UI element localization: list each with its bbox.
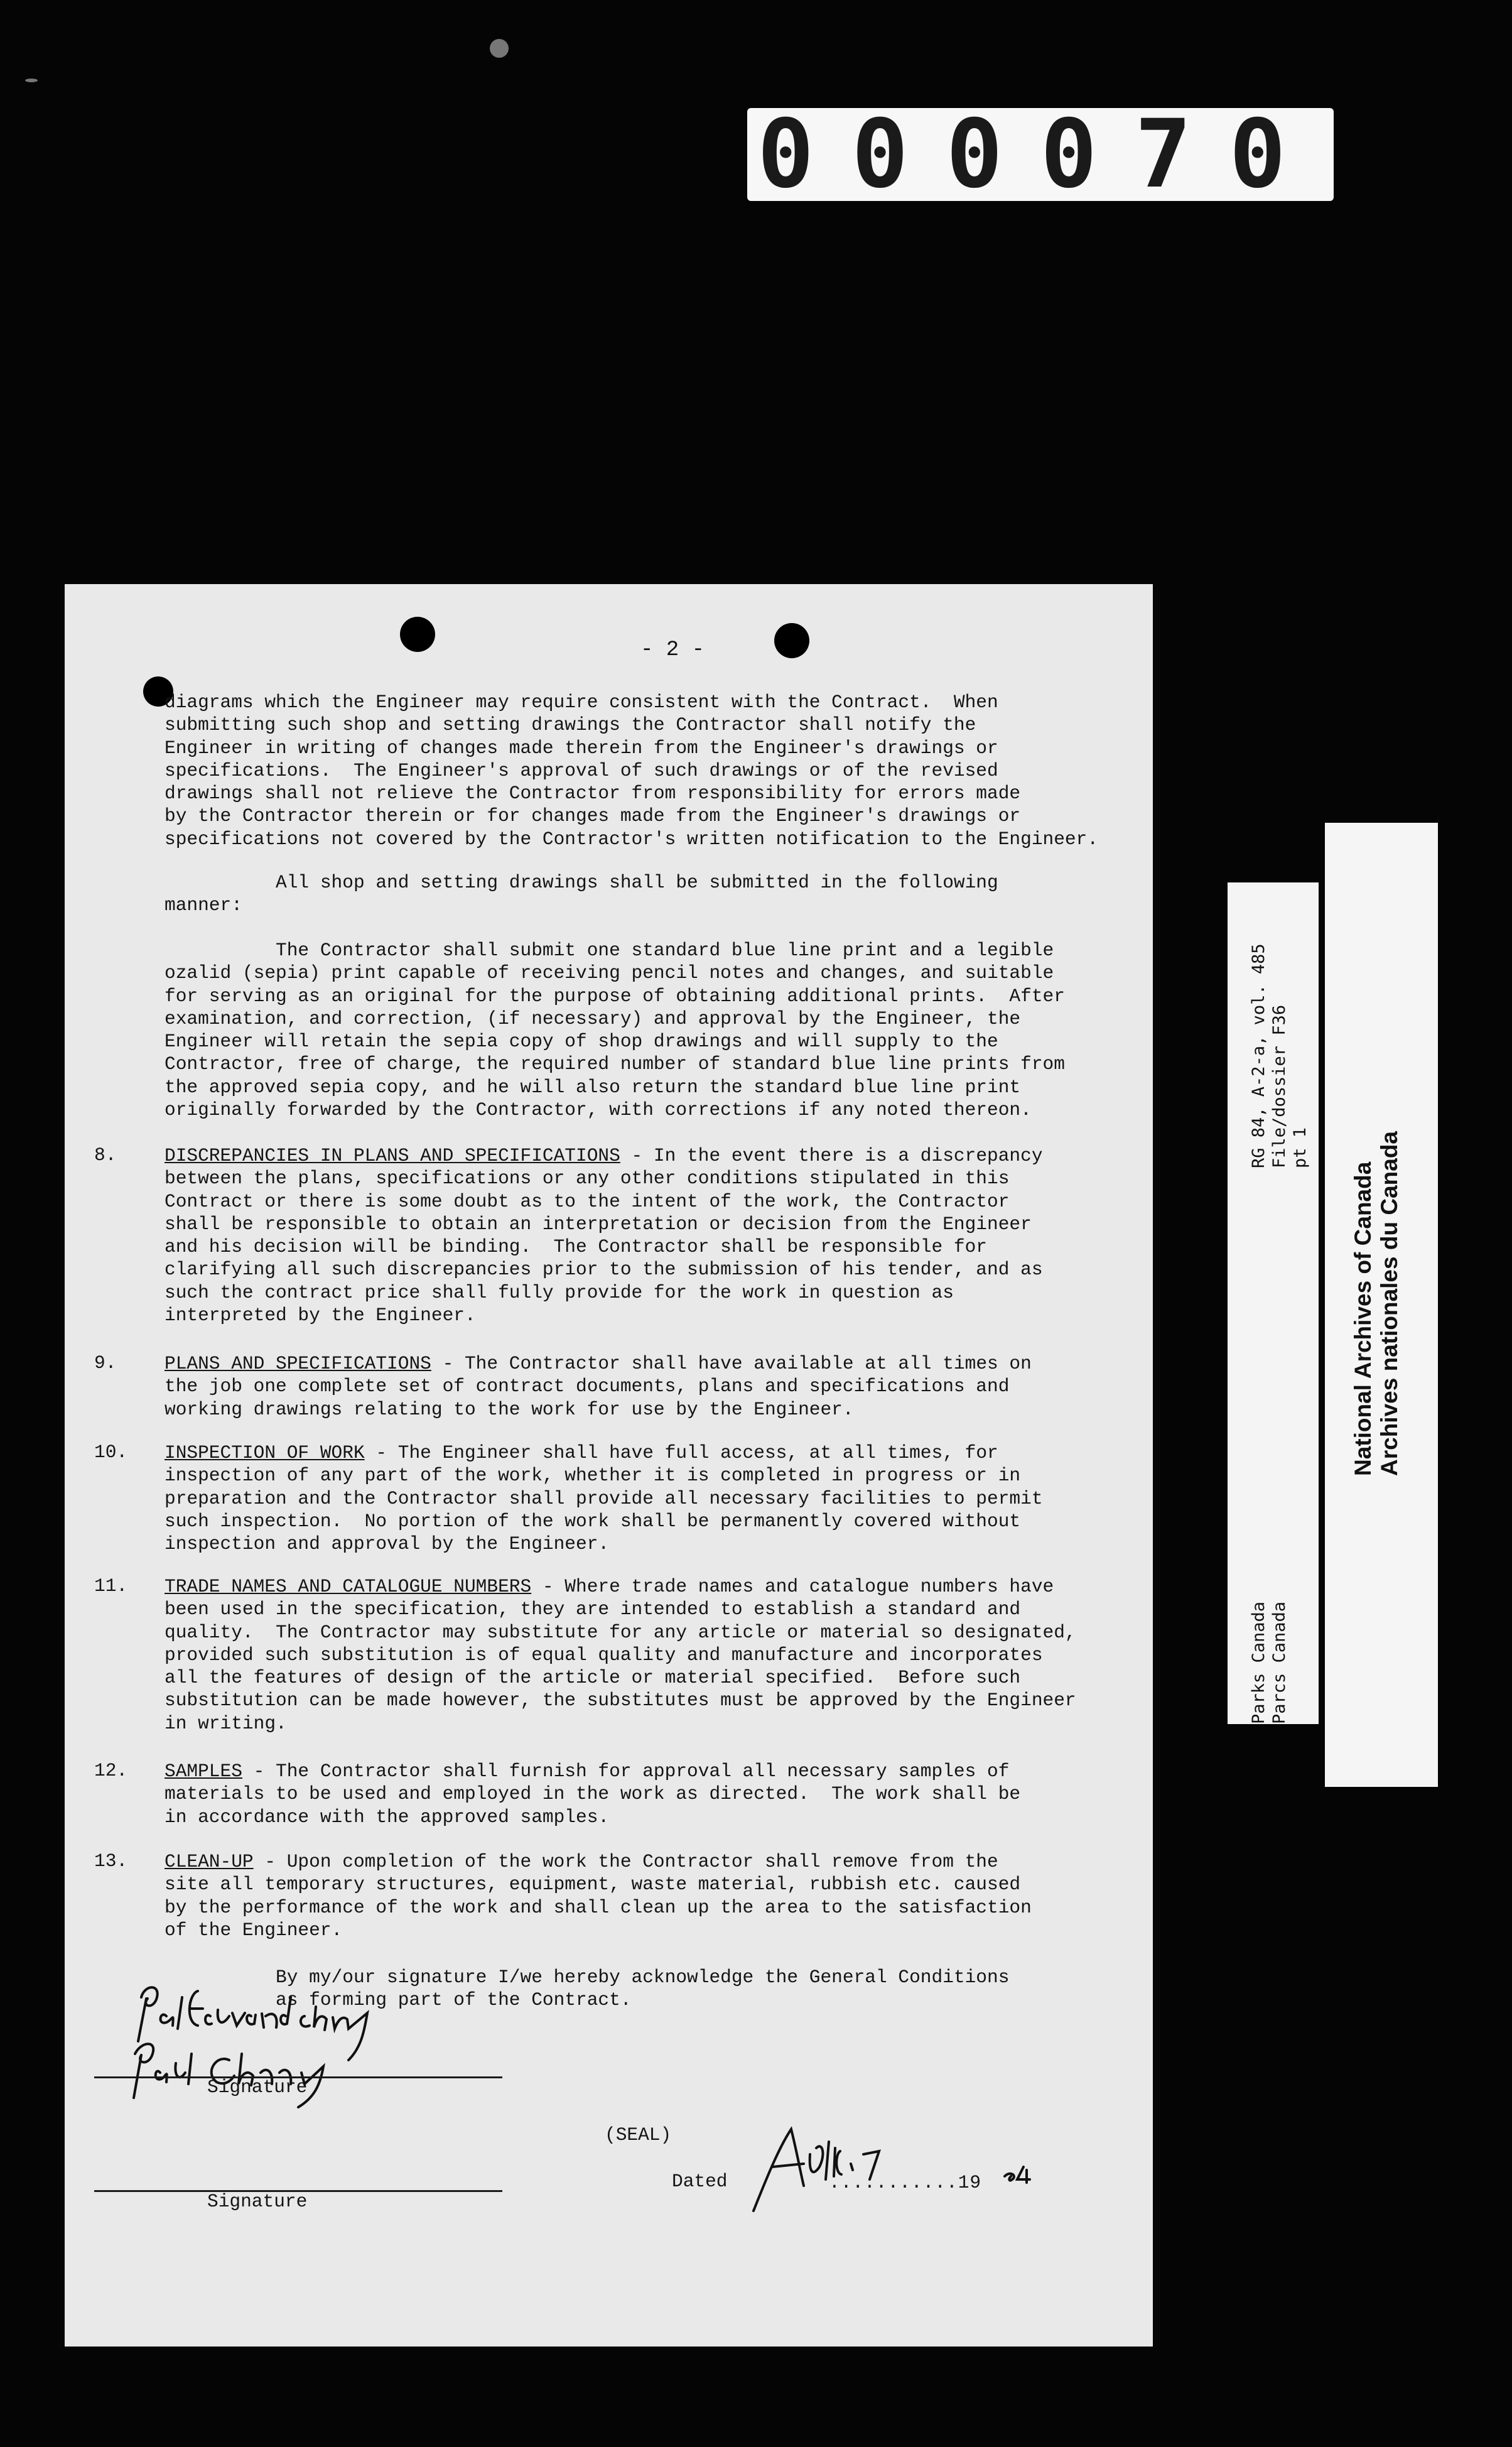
text-line: Contract or there is some doubt as to the intent of the work, the Contractor xyxy=(165,1190,1010,1212)
text-line: and his decision will be binding. The Contractor shall be responsible for xyxy=(165,1236,988,1258)
clause-first-line: - Upon completion of the work the Contractor shall remove from the xyxy=(253,1851,998,1872)
text-line xyxy=(165,1441,1131,1464)
text-line: By my/our signature I/we hereby acknowledge the General Conditions xyxy=(165,1967,1010,1988)
text-line: by the Contractor therein or for changes made from the Engineer's drawings or xyxy=(165,805,1021,827)
archive-ref-line: File/dossier F36 xyxy=(1270,1004,1289,1168)
clause-heading: PLANS AND SPECIFICATIONS xyxy=(165,1353,431,1374)
text-line: for serving as an original for the purpose of obtaining additional prints. After xyxy=(165,985,1065,1007)
clause-heading: TRADE NAMES AND CATALOGUE NUMBERS xyxy=(165,1576,532,1597)
punch-hole xyxy=(400,617,435,652)
text-line xyxy=(165,1760,1131,1782)
clause-heading: SAMPLES xyxy=(165,1761,242,1782)
text-line: shall be responsible to obtain an interpretation or decision from the Engineer xyxy=(165,1213,1032,1235)
paragraph-blue-line-print xyxy=(165,939,1131,1121)
archive-reference xyxy=(1248,943,1310,1168)
text-line: of the Engineer. xyxy=(165,1919,343,1941)
clause-number: 12. xyxy=(94,1760,128,1781)
text-line: inspection and approval by the Engineer. xyxy=(165,1533,610,1555)
text-line: Engineer in writing of changes made therein from the Engineer's drawings or xyxy=(165,737,998,759)
text-line: Contractor, free of charge, the required number of standard blue line prints from xyxy=(165,1053,1065,1075)
archive-organization xyxy=(1248,1602,1290,1724)
text-line: manner: xyxy=(165,894,242,916)
text-line xyxy=(165,1352,1131,1375)
text-line: The Contractor shall submit one standard blue line print and a legible xyxy=(165,940,1054,961)
text-line: all the features of design of the article or material specified. Before such xyxy=(165,1667,1021,1689)
text-line: in writing. xyxy=(165,1712,287,1734)
clause-first-line: - The Contractor shall furnish for approval all necessary samples of xyxy=(242,1761,1010,1782)
text-line xyxy=(165,1850,1131,1873)
clause-body xyxy=(165,1760,1131,1828)
text-line: working drawings relating to the work for use by the Engineer. xyxy=(165,1398,854,1420)
clause-number: 13. xyxy=(94,1850,128,1872)
film-speck xyxy=(490,39,509,58)
text-line: clarifying all such discrepancies prior to the submission of his tender, and as xyxy=(165,1259,1043,1281)
text-line: drawings shall not relieve the Contractor from responsibility for errors made xyxy=(165,783,1021,805)
clause-heading: INSPECTION OF WORK xyxy=(165,1442,365,1463)
national-archives-title xyxy=(1350,1131,1403,1476)
page-number: - 2 - xyxy=(640,638,705,662)
clause-number: 11. xyxy=(94,1575,128,1597)
signature-label: Signature xyxy=(207,2191,308,2212)
clause-first-line: - In the event there is a discrepancy xyxy=(620,1145,1043,1166)
text-line: ozalid (sepia) print capable of receiving pencil notes and changes, and suitable xyxy=(165,962,1054,984)
text-line: the job one complete set of contract documents, plans and specifications and xyxy=(165,1375,1010,1397)
film-speck xyxy=(25,79,38,82)
text-line: diagrams which the Engineer may require consistent with the Contract. When xyxy=(165,692,998,713)
text-line: interpreted by the Engineer. xyxy=(165,1305,476,1327)
text-line: between the plans, specifications or any other conditions stipulated in this xyxy=(165,1168,1010,1190)
date-line: ...........19 xyxy=(829,2172,982,2193)
text-line: specifications. The Engineer's approval of such drawings or of the revised xyxy=(165,759,998,781)
text-line: such the contract price shall fully provide for the work in question as xyxy=(165,1281,954,1303)
clause-first-line: - The Engineer shall have full access, at all times, for xyxy=(364,1442,998,1463)
archives-name-en: National Archives of Canada xyxy=(1350,1161,1376,1476)
clause-body xyxy=(165,1144,1131,1327)
text-line: materials to be used and employed in the work as directed. The work shall be xyxy=(165,1783,1021,1805)
org-name-en: Parks Canada xyxy=(1249,1601,1268,1724)
org-name-fr: Parcs Canada xyxy=(1270,1601,1289,1724)
punch-hole xyxy=(774,623,809,658)
text-line: inspection of any part of the work, whether it is completed in progress or in xyxy=(165,1465,1021,1487)
dated-label: Dated xyxy=(672,2171,728,2192)
clause-body xyxy=(165,1850,1131,1941)
text-line: provided such substitution is of equal quality and manufacture and incorporates xyxy=(165,1644,1043,1666)
text-line: quality. The Contractor may substitute for any article or material so designated, xyxy=(165,1621,1076,1643)
paragraph-shop-drawings xyxy=(165,691,1131,850)
clause-heading: CLEAN-UP xyxy=(165,1851,254,1872)
clause-heading: DISCREPANCIES IN PLANS AND SPECIFICATIONS xyxy=(165,1145,620,1166)
text-line: specifications not covered by the Contractor's written notification to the Engineer. xyxy=(165,828,1099,850)
archives-name-fr: Archives nationales du Canada xyxy=(1376,1131,1402,1476)
clause-first-line: - The Contractor shall have available at all times on xyxy=(431,1353,1032,1374)
clause-number: 8. xyxy=(94,1144,117,1166)
text-line: by the performance of the work and shall clean up the area to the satisfaction xyxy=(165,1896,1032,1918)
clause-body xyxy=(165,1575,1131,1735)
text-line: All shop and setting drawings shall be submitted in the following xyxy=(165,872,998,893)
text-line: preparation and the Contractor shall provide all necessary facilities to permit xyxy=(165,1487,1043,1509)
text-line: as forming part of the Contract. xyxy=(165,1989,632,2011)
clause-body xyxy=(165,1441,1131,1555)
text-line: submitting such shop and setting drawings the Contractor shall notify the xyxy=(165,714,976,736)
frame-number: 000070 xyxy=(747,108,1334,201)
handwritten-date xyxy=(741,2117,1067,2223)
text-line: Engineer will retain the sepia copy of shop drawings and will supply to the xyxy=(165,1031,998,1053)
archive-ref-line: RG 84, A-2-a, vol. 485 xyxy=(1249,943,1268,1168)
archive-ref-line: pt 1 xyxy=(1290,1127,1310,1168)
clause-number: 9. xyxy=(94,1352,117,1374)
text-line: examination, and correction, (if necessary) and approval by the Engineer, the xyxy=(165,1007,1021,1029)
text-line: site all temporary structures, equipment, waste material, rubbish etc. caused xyxy=(165,1874,1021,1896)
text-line xyxy=(165,1575,1131,1598)
text-line: such inspection. No portion of the work shall be permanently covered without xyxy=(165,1510,1021,1532)
text-line xyxy=(165,1144,1131,1167)
text-line: originally forwarded by the Contractor, with corrections if any noted thereon. xyxy=(165,1099,1032,1121)
text-line: in accordance with the approved samples. xyxy=(165,1806,610,1828)
text-line: been used in the specification, they are intended to establish a standard and xyxy=(165,1598,1021,1620)
seal-label: (SEAL) xyxy=(605,2124,672,2146)
clause-body xyxy=(165,1352,1131,1421)
text-line: substitution can be made however, the substitutes must be approved by the Engineer xyxy=(165,1690,1076,1712)
clause-number: 10. xyxy=(94,1441,128,1463)
text-line: the approved sepia copy, and he will also return the standard blue line print xyxy=(165,1076,1021,1098)
signature-label: Signature xyxy=(207,2076,308,2098)
paragraph-submission-manner xyxy=(165,871,1131,917)
clause-first-line: - Where trade names and catalogue numbers have xyxy=(531,1576,1054,1597)
